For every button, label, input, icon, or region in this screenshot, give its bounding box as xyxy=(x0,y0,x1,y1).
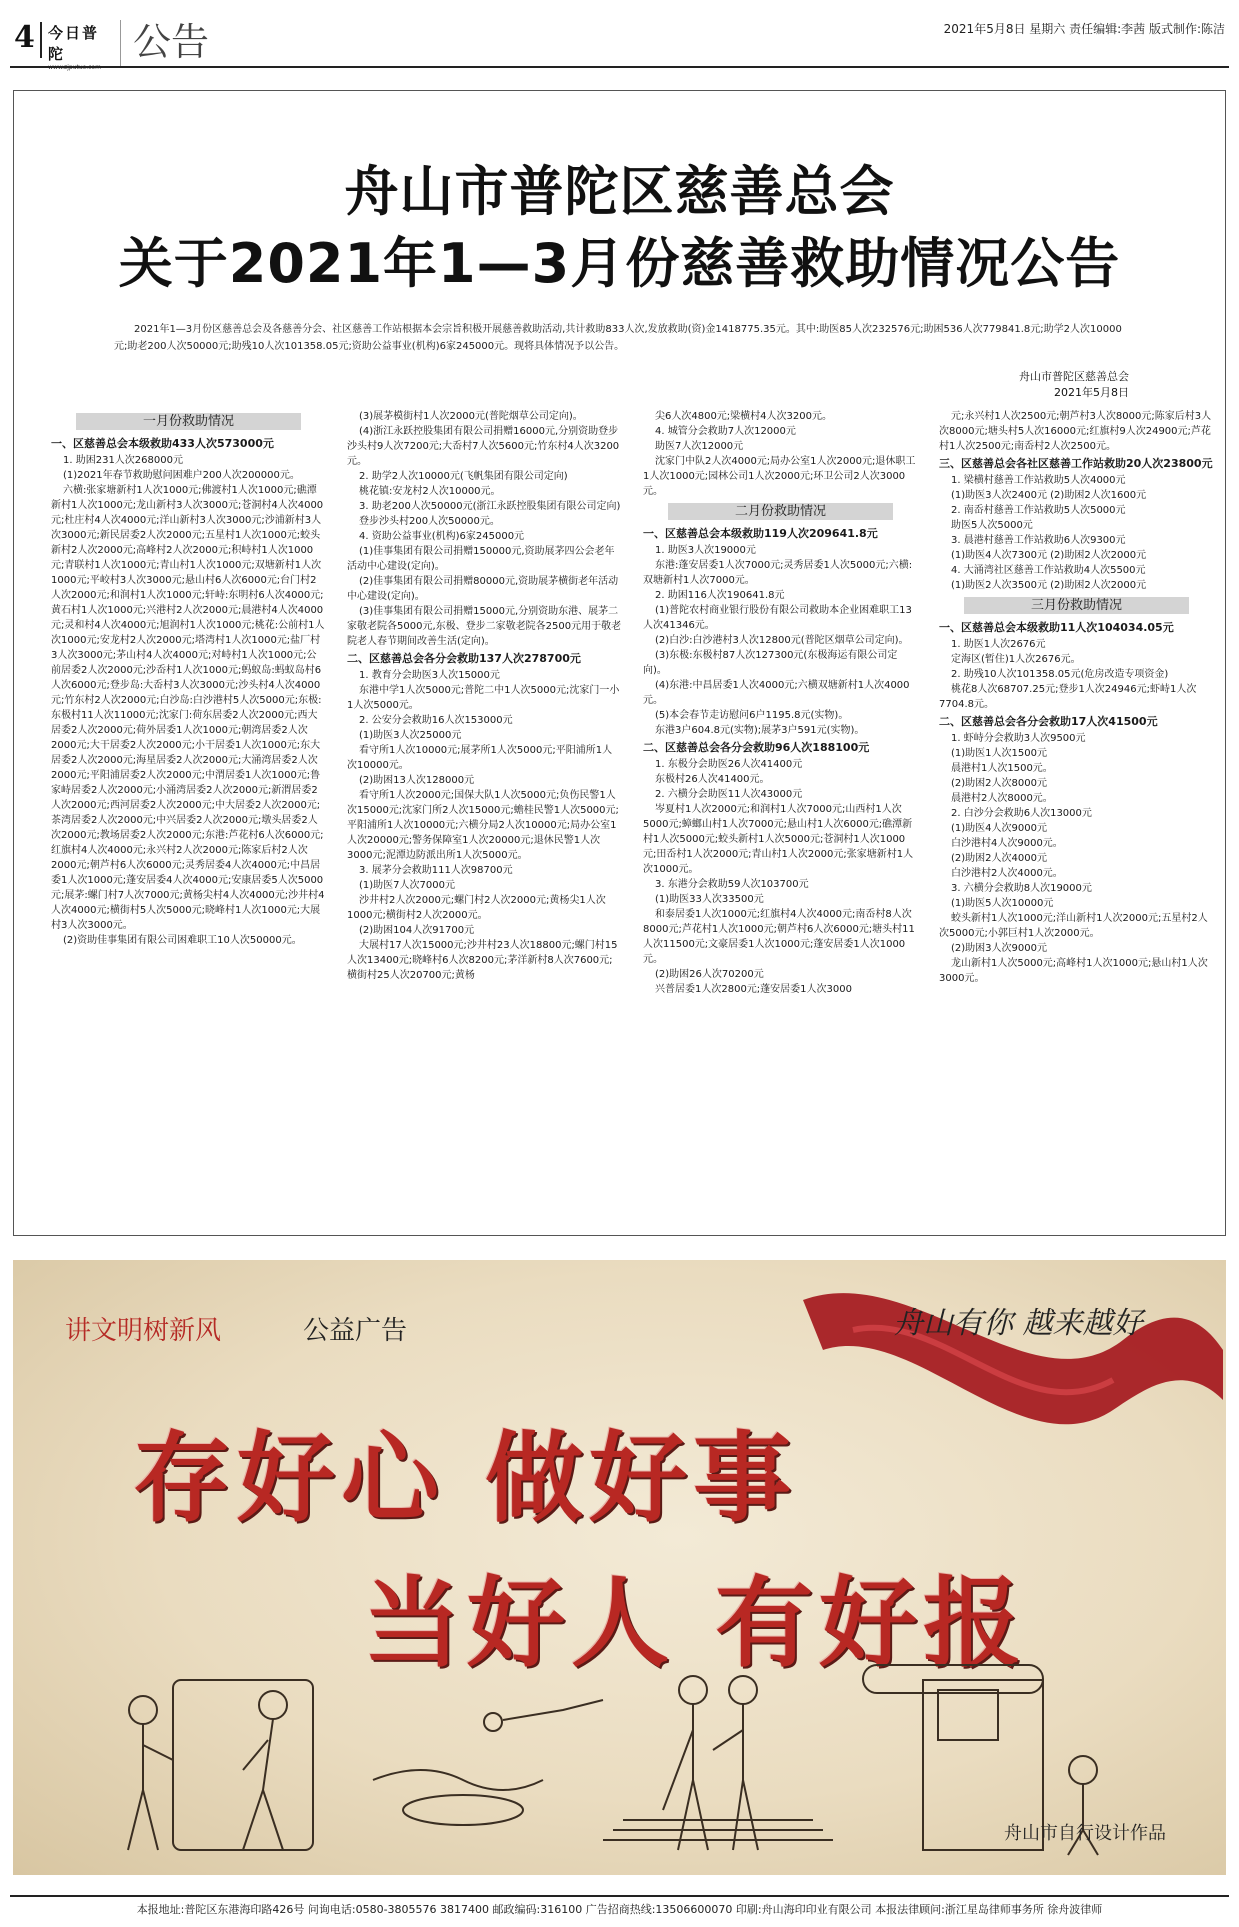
paragraph: 岑夏村1人次2000元;和润村1人次7000元;山西村1人次5000元;蟑螂山村1人次7000元;悬山村1人次6000元;礁潭新村1人次5000元;蛟头新村1人次5000元;苍洞村1人次1000元;田岙村1人次2000元;青山村1人次2000元;张家塘新村1人次1000元。 xyxy=(643,804,914,875)
notice-column-3 xyxy=(643,409,918,1225)
paragraph: (2)助困13人次128000元 xyxy=(359,775,475,786)
paragraph: 蛟头新村1人次1000元;洋山新村1人次2000元;五星村2人次5000元;小郭巨村1人次2000元。 xyxy=(939,913,1208,939)
masthead xyxy=(0,0,1239,70)
paragraph: (1)助医3人次2400元 (2)助困2人次1600元 xyxy=(951,490,1147,501)
paragraph: (1)助医5人次10000元 xyxy=(951,898,1054,909)
paragraph: (2)助困3人次9000元 xyxy=(951,943,1047,954)
paragraph: (1)助医33人次33500元 xyxy=(655,894,764,905)
paragraph: (2)资助佳事集团有限公司困难职工10人次50000元。 xyxy=(63,935,302,946)
paragraph: (1)佳事集团有限公司捐赠150000元,资助展茅四公会老年活动中心建设(定向)。 xyxy=(347,546,615,572)
paragraph: 桃花镇:安龙村2人次10000元。 xyxy=(359,486,501,497)
footer-divider xyxy=(10,1895,1229,1897)
paper-logo xyxy=(40,22,110,63)
notice-column-2 xyxy=(347,409,622,1225)
paragraph: (1)助医7人次7000元 xyxy=(359,880,455,891)
paragraph: 2. 助困116人次190641.8元 xyxy=(655,590,785,601)
paragraph: (2)佳事集团有限公司捐赠80000元,资助展茅横街老年活动中心建设(定向)。 xyxy=(347,576,619,602)
paragraph: 白沙港村2人次4000元。 xyxy=(951,868,1063,879)
paragraph: 2. 六横分会助医11人次43000元 xyxy=(655,789,803,800)
section-heading-february: 二月份救助情况 xyxy=(668,503,893,520)
paragraph: 3. 助老200人次50000元(浙江永跃控股集团有限公司定向) xyxy=(359,501,621,512)
section-heading-march: 三月份救助情况 xyxy=(964,597,1189,614)
paragraph: 尖6人次4800元;梁横村4人次3200元。 xyxy=(655,411,832,422)
signature-date: 2021年5月8日 xyxy=(1054,386,1129,399)
section-heading-january: 一月份救助情况 xyxy=(76,413,301,430)
paragraph: 助医7人次12000元 xyxy=(655,441,744,452)
paragraph: 助医5人次5000元 xyxy=(951,520,1033,531)
paragraph: 3. 展茅分会救助111人次98700元 xyxy=(359,865,513,876)
ad-tag-psa: 公益广告 xyxy=(303,1316,408,1346)
paragraph: 1. 东极分会助医26人次41400元 xyxy=(655,759,803,770)
paragraph: (1)助医4人次9000元 xyxy=(951,823,1047,834)
signature-org: 舟山市普陀区慈善总会 xyxy=(1019,370,1129,383)
paragraph: 2. 南岙村慈善工作站救助5人次5000元 xyxy=(951,505,1126,516)
ad-headline-1: 存好心 做好事 xyxy=(133,1422,798,1536)
paragraph: 兴普居委1人次2800元;蓬安居委1人次3000 xyxy=(655,984,852,995)
paragraph: 元;永兴村1人次2500元;朝芦村3人次8000元;陈家后村3人次8000元;塘头村5人次16000元;红旗村9人次24900元;芦花村1人次2500元;南岙村2人次2500元。 xyxy=(939,411,1212,452)
footer-info: 本报地址:普陀区东港海印路426号 问询电话:0580-3805576 3817400 邮政编码:316100 广告招商热线:13506600070 印刷:舟山海印印业有限公司 本报法律顾问:浙江星岛律师事务所 徐舟波律师 xyxy=(136,1903,1103,1916)
paragraph: 1. 教育分会助医3人次15000元 xyxy=(359,670,500,681)
paragraph: 晨港村2人次8000元。 xyxy=(951,793,1053,804)
notice-intro: 2021年1—3月份区慈善总会及各慈善分会、社区慈善工作站根据本会宗旨积极开展慈善救助活动,共计救助833人次,发放救助(资)金1418775.35元。其中:助医85人次232576元;助困536人次779841.8元;助学2人次10000元;助老200人次50000元;助残10人次101358.05元;资助公益事业(机构)6家245000元。现将具体情况予以公告。 xyxy=(114,324,1122,352)
notice-title-line2: 关于2021年1—3月份慈善救助情况公告 xyxy=(118,232,1121,295)
paragraph: 登步沙头村200人次50000元。 xyxy=(359,516,500,527)
paragraph: 2. 助残10人次101358.05元(危房改造专项资金) xyxy=(951,669,1169,680)
paragraph: 4. 大涌湾社区慈善工作站救助4人次5500元 xyxy=(951,565,1146,576)
subheading: 二、区慈善总会各分会救助96人次188100元 xyxy=(643,741,870,754)
subheading: 二、区慈善总会各分会救助17人次41500元 xyxy=(939,715,1158,728)
subheading: 三、区慈善总会各社区慈善工作站救助20人次23800元 xyxy=(939,457,1213,470)
paragraph: (3)东极:东极村87人次127300元(东极海运有限公司定向)。 xyxy=(643,650,898,676)
ad-top-slogan: 舟山有你 越来越好 xyxy=(893,1306,1143,1341)
paragraph: 看守所1人次10000元;展茅所1人次5000元;平阳浦所1人次10000元。 xyxy=(347,745,613,771)
paragraph: 东港3户604.8元(实物);展茅3户591元(实物)。 xyxy=(655,725,865,736)
paragraph: 1. 梁横村慈善工作站救助5人次4000元 xyxy=(951,475,1126,486)
ad-tag-civilization: 讲文明树新风 xyxy=(65,1316,222,1346)
paragraph: 4. 资助公益事业(机构)6家245000元 xyxy=(359,531,525,542)
paragraph: (2)助困2人次4000元 xyxy=(951,853,1047,864)
paragraph: 沙井村2人次2000元;螺门村2人次2000元;黄杨尖1人次1000元;横街村2人次2000元。 xyxy=(347,895,606,921)
subheading: 二、区慈善总会各分会救助137人次278700元 xyxy=(347,652,581,665)
ad-credit: 舟山市自行设计作品 xyxy=(1004,1823,1166,1844)
paragraph: (1)助医4人次7300元 (2)助困2人次2000元 xyxy=(951,550,1147,561)
paragraph: (1)助医2人次3500元 (2)助困2人次2000元 xyxy=(951,580,1147,591)
paragraph: (3)佳事集团有限公司捐赠15000元,分别资助东港、展茅二家敬老院各5000元,东极、登步二家敬老院各2500元用于敬老院老人春节期间改善生活(定向)。 xyxy=(347,606,622,647)
paragraph: 六横:张家塘新村1人次1000元;佛渡村1人次1000元;礁潭新村1人次1000元;龙山新村3人次3000元;苍洞村4人次4000元;杜庄村4人次4000元;洋山新村3人次3000元;沙浦新村3人次3000元;新民居委2人次2000元;五星村1人次1000元;蛟头新村2人次2000元;高峰村2人次2000元;积峙村1人次1000元;青联村1人次1000元;青山村1人次1000元;双塘新村1人次1000元;平峧村3人次3000元;悬山村6人次6000元;台门村2人次2000元;和润村1人次1000元;轩峙:东明村6人次4000元;黄石村1人次1000元;兴港村2人次2000元;晨港村4人次4000元;灵和村4人次4000元;旭润村1人次1000元;桃花:公前村1人次1000元;安龙村2人次2000元;塔湾村1人次1000元;盐厂村3人次3000元;茅山村4人次4000元;对峙村1人次1000元;公前居委2人次2000元;沙岙村1人次1000元;蚂蚁岛:蚂蚁岛村6人次6000元;登步岛:大岙村3人次3000元;沙头村4人次4000元;竹东村2人次2000元;白沙岛:白沙港村5人次5000元;东极:东极村11人次11000元;沈家门:荷东居委2人次2000元;西大居委2人次2000元;荷外居委1人次1000元;朝湾居委2人次2000元;大干居委2人次2000元;小干居委1人次1000元;东大居委2人次2000元;海星居委2人次2000元;大涌湾居委2人次2000元;平阳浦居委2人次2000元;中渭居委1人次1000元;鲁家峙居委2人次2000元;小涌湾居委2人次2000元;新渭居委2人次2000元;西河居委2人次2000元;中大居委2人次2000元;茶湾居委2人次2000元;中兴居委2人次2000元;墩头居委2人次2000元;教场居委2人次2000元;东港:芦花村6人次6000元;红旗村4人次4000元;永兴村2人次2000元;陈家后村2人次2000元;朝芦村6人次6000元;灵秀居委4人次4000元;中昌居委1人次1000元;蓬安居委4人次4000元;安康居委5人次5000元;展茅:螺门村7人次7000元;黄杨尖村4人次4000元;沙井村4人次4000元;横街村5人次5000元;晓峰村1人次1000元;大展村3人次3000元。 xyxy=(51,485,325,931)
paragraph: 白沙港村4人次9000元。 xyxy=(951,838,1063,849)
paragraph: (2)助困2人次8000元 xyxy=(951,778,1047,789)
paragraph: 和泰居委1人次1000元;红旗村4人次4000元;南岙村8人次8000元;芦花村1人次1000元;朝芦村6人次6000元;塘头村11人次11500元;文豪居委1人次1000元;蓬安居委1人次1000元。 xyxy=(643,909,915,965)
paragraph: (4)浙江永跃控股集团有限公司捐赠16000元,分别资助登步沙头村9人次7200元;大岙村7人次5600元;竹东村4人次3200元。 xyxy=(347,426,620,467)
section-title: 公告 xyxy=(120,20,209,66)
public-service-ad xyxy=(13,1260,1226,1875)
paragraph: 3. 东港分会救助59人次103700元 xyxy=(655,879,809,890)
paragraph: (2)助困26人次70200元 xyxy=(655,969,764,980)
masthead-divider xyxy=(10,66,1229,68)
paragraph: 2. 助学2人次10000元(飞帆集团有限公司定向) xyxy=(359,471,568,482)
paragraph: 1. 助医1人次2676元 xyxy=(951,639,1046,650)
paper-name: 今日普陀 xyxy=(48,24,100,63)
paragraph: 1. 助医3人次19000元 xyxy=(655,545,756,556)
ad-headline-2: 当好人 有好报 xyxy=(363,1567,1028,1681)
subheading: 一、区慈善总会本级救助119人次209641.8元 xyxy=(643,527,878,540)
paragraph: (2)白沙:白沙港村3人次12800元(普陀区烟草公司定向)。 xyxy=(655,635,909,646)
paragraph: 2. 公安分会救助16人次153000元 xyxy=(359,715,513,726)
paragraph: 东港:蓬安居委1人次7000元;灵秀居委1人次5000元;六横:双塘新村1人次7000元。 xyxy=(643,560,913,586)
paragraph: 3. 六横分会救助8人次19000元 xyxy=(951,883,1092,894)
charity-notice xyxy=(13,90,1226,1236)
paragraph: 大展村17人次15000元;沙井村23人次18800元;螺门村15人次13400元;晓峰村6人次8200元;茅洋新村8人次7600元;横街村25人次20700元;黄杨 xyxy=(347,940,618,981)
notice-column-4 xyxy=(939,409,1214,1225)
paragraph: 晨港村1人次1500元。 xyxy=(951,763,1053,774)
subheading: 一、区慈善总会本级救助433人次573000元 xyxy=(51,437,274,450)
paragraph: 定海区(暂住)1人次2676元。 xyxy=(951,654,1081,665)
notice-signature xyxy=(1019,369,1129,401)
paragraph: 3. 晨港村慈善工作站救助6人次9300元 xyxy=(951,535,1126,546)
paragraph: 1. 助困231人次268000元 xyxy=(63,455,183,466)
paragraph: (2)助困104人次91700元 xyxy=(359,925,475,936)
paragraph: (1)助医3人次25000元 xyxy=(359,730,462,741)
paragraph: 龙山新村1人次5000元;高峰村1人次1000元;悬山村1人次3000元。 xyxy=(939,958,1208,984)
paragraph: 东极村26人次41400元。 xyxy=(655,774,770,785)
paragraph: (1)2021年春节救助慰问困难户200人次200000元。 xyxy=(63,470,300,481)
paragraph: (5)本会春节走访慰问6户1195.8元(实物)。 xyxy=(655,710,849,721)
paragraph: (1)普陀农村商业银行股份有限公司救助本企业困难职工13人次41346元。 xyxy=(643,605,912,631)
subheading: 一、区慈善总会本级救助11人次104034.05元 xyxy=(939,621,1174,634)
paragraph: 沈家门中队2人次4000元;局办公室1人次2000元;退休职工1人次1000元;园林公司1人次2000元;环卫公司2人次3000元。 xyxy=(643,456,916,497)
paragraph: 2. 白沙分会救助6人次13000元 xyxy=(951,808,1092,819)
paragraph: 看守所1人次2000元;国保大队1人次5000元;负伤民警1人次15000元;沈家门所2人次15000元;蟾桂民警1人次5000元;平阳浦所1人次10000元;六横分局2人次10000元;局办公室1人次20000元;警务保障室1人次20000元;退休民警1人次3000元;泥潭边防派出所1人次5000元。 xyxy=(347,790,619,861)
paragraph: 东港中学1人次5000元;普陀二中1人次5000元;沈家门一小1人次5000元。 xyxy=(347,685,620,711)
paragraph: 桃花8人次68707.25元;登步1人次24946元;虾峙1人次7704.8元。 xyxy=(939,684,1197,710)
red-ribbon-illustration xyxy=(793,1260,1223,1460)
paragraph: 4. 城管分会救助7人次12000元 xyxy=(655,426,796,437)
notice-columns xyxy=(51,409,1216,1225)
page-number: 4 xyxy=(14,20,35,55)
paragraph: (3)展茅模街村1人次2000元(普陀烟草公司定向)。 xyxy=(359,411,583,422)
notice-column-1 xyxy=(51,409,326,1225)
paragraph: 1. 虾峙分会救助3人次9500元 xyxy=(951,733,1086,744)
paragraph: (1)助医1人次1500元 xyxy=(951,748,1047,759)
masthead-meta: 2021年5月8日 星期六 责任编辑:李茜 版式制作:陈洁 xyxy=(943,22,1225,36)
paragraph: (4)东港:中昌居委1人次4000元;六横双塘新村1人次4000元。 xyxy=(643,680,910,706)
notice-title-line1: 舟山市普陀区慈善总会 xyxy=(344,160,895,223)
